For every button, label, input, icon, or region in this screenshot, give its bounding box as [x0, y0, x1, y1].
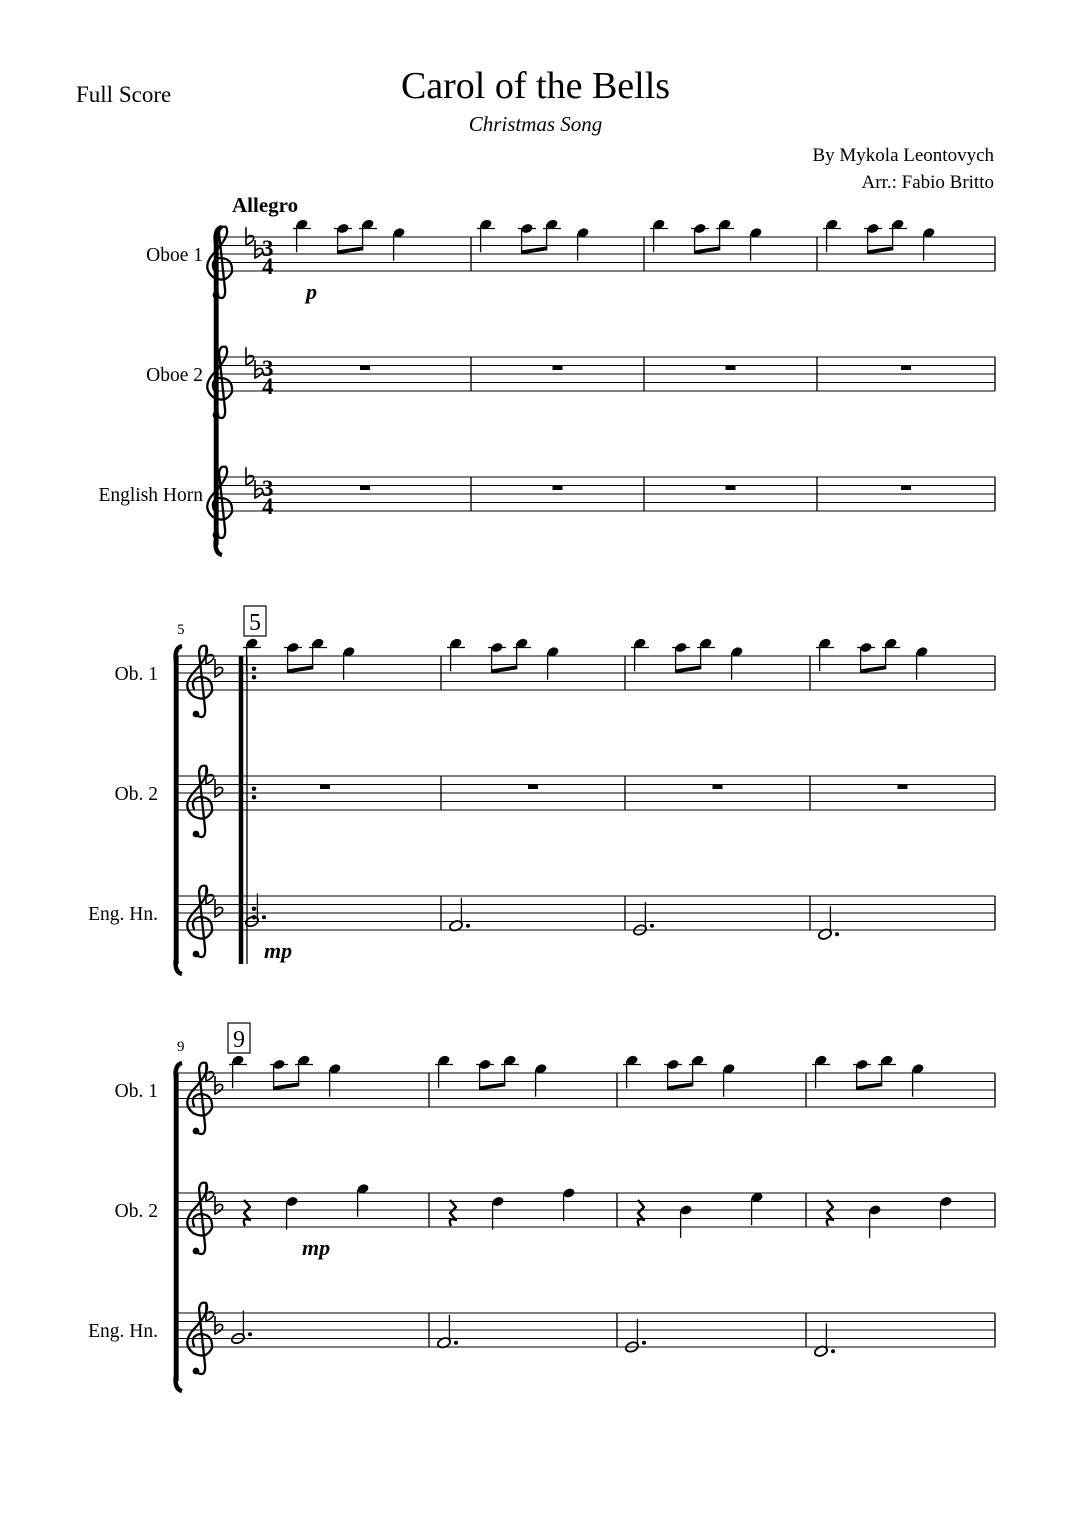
beam: [479, 1082, 505, 1090]
dynamic-marking: p: [306, 279, 317, 304]
time-signature-bottom: 4: [262, 494, 274, 519]
beam: [667, 1082, 693, 1090]
beam: [860, 665, 886, 673]
flat-accidental: [215, 659, 223, 677]
rehearsal-mark: 9: [233, 1027, 245, 1053]
score-type-label: Full Score: [76, 82, 172, 107]
dynamic-marking: mp: [302, 1235, 331, 1260]
piece-subtitle: Christmas Song: [468, 112, 603, 136]
whole-rest: [553, 366, 563, 371]
augmentation-dot: [248, 1332, 252, 1336]
time-signature-top: 3: [262, 476, 274, 501]
measure-number: 9: [177, 1039, 185, 1055]
staff-3: [98, 467, 995, 539]
whole-rest: [898, 785, 908, 790]
notehead: [491, 1196, 504, 1208]
whole-rest: [528, 785, 538, 790]
quarter-rest: [827, 1200, 833, 1226]
repeat-dot: [252, 786, 257, 791]
treble-clef-ball: [193, 1128, 200, 1135]
treble-clef-ball: [193, 711, 200, 718]
dynamic-marking: mp: [264, 938, 293, 963]
whole-rest: [553, 486, 563, 491]
instrument-label: Oboe 2: [146, 365, 203, 386]
time-signature-bottom: 4: [262, 254, 274, 279]
instrument-label: Oboe 1: [146, 245, 203, 266]
beam: [694, 246, 720, 254]
repeat-dot: [252, 915, 257, 920]
quarter-rest: [450, 1200, 456, 1226]
instrument-label: English Horn: [98, 485, 203, 506]
arranger-credit: Arr.: Fabio Britto: [861, 172, 994, 193]
treble-clef-ball: [193, 1248, 200, 1255]
beam: [287, 665, 313, 673]
treble-clef-ball: [193, 1368, 200, 1375]
flat-accidental: [215, 899, 223, 917]
beam: [867, 246, 893, 254]
notehead: [868, 1204, 881, 1216]
instrument-label: Ob. 1: [114, 664, 158, 685]
time-signature-top: 3: [262, 356, 274, 381]
staff-1: [115, 1054, 995, 1134]
repeat-dot: [252, 666, 257, 671]
staff-3: [88, 1303, 995, 1375]
score-system-2: [88, 606, 995, 974]
composer-credit: By Mykola Leontovych: [812, 145, 994, 166]
augmentation-dot: [262, 915, 266, 919]
instrument-label: Ob. 2: [114, 1201, 158, 1222]
whole-rest: [726, 486, 736, 491]
flat-accidental: [246, 227, 254, 245]
flat-accidental: [215, 1196, 223, 1214]
beam: [491, 665, 517, 673]
tempo-marking: Allegro: [232, 193, 299, 217]
piece-title: Carol of the Bells: [400, 65, 671, 107]
whole-rest: [320, 785, 330, 790]
notehead: [562, 1187, 575, 1199]
instrument-label: Eng. Hn.: [88, 904, 158, 925]
whole-rest: [713, 785, 723, 790]
augmentation-dot: [454, 1341, 458, 1345]
notehead: [679, 1204, 692, 1216]
augmentation-dot: [642, 1341, 646, 1345]
treble-clef-ball: [193, 951, 200, 958]
staff-2: [146, 347, 995, 419]
repeat-dot: [252, 675, 257, 680]
whole-rest: [360, 366, 370, 371]
augmentation-dot: [466, 924, 470, 928]
instrument-label: Ob. 1: [114, 1081, 158, 1102]
flat-accidental: [215, 779, 223, 797]
score-system-1: [98, 218, 995, 555]
flat-accidental: [246, 467, 254, 485]
staff-3: [88, 886, 995, 963]
treble-clef-ball: [193, 831, 200, 838]
notehead: [285, 1196, 298, 1208]
augmentation-dot: [831, 1349, 835, 1353]
augmentation-dot: [650, 924, 654, 928]
instrument-label: Ob. 2: [114, 784, 158, 805]
flat-accidental: [215, 1076, 223, 1094]
quarter-rest: [244, 1200, 250, 1226]
beam: [337, 246, 363, 254]
notehead: [939, 1196, 952, 1208]
whole-rest: [726, 366, 736, 371]
rehearsal-mark: 5: [249, 610, 261, 636]
beam: [521, 246, 547, 254]
beam: [273, 1082, 299, 1090]
flat-accidental: [246, 347, 254, 365]
quarter-rest: [638, 1200, 644, 1226]
whole-rest: [360, 486, 370, 491]
repeat-dot: [252, 906, 257, 911]
flat-accidental: [215, 1316, 223, 1334]
time-signature-bottom: 4: [262, 374, 274, 399]
whole-rest: [901, 366, 911, 371]
beam: [675, 665, 701, 673]
score-system-3: [88, 1023, 995, 1391]
measure-number: 5: [177, 622, 185, 638]
whole-rest: [901, 486, 911, 491]
beam: [856, 1082, 882, 1090]
augmentation-dot: [835, 932, 839, 936]
instrument-label: Eng. Hn.: [88, 1321, 158, 1342]
repeat-dot: [252, 795, 257, 800]
staff-2: [115, 1183, 995, 1260]
staff-1: [146, 218, 995, 304]
time-signature-top: 3: [262, 236, 274, 261]
